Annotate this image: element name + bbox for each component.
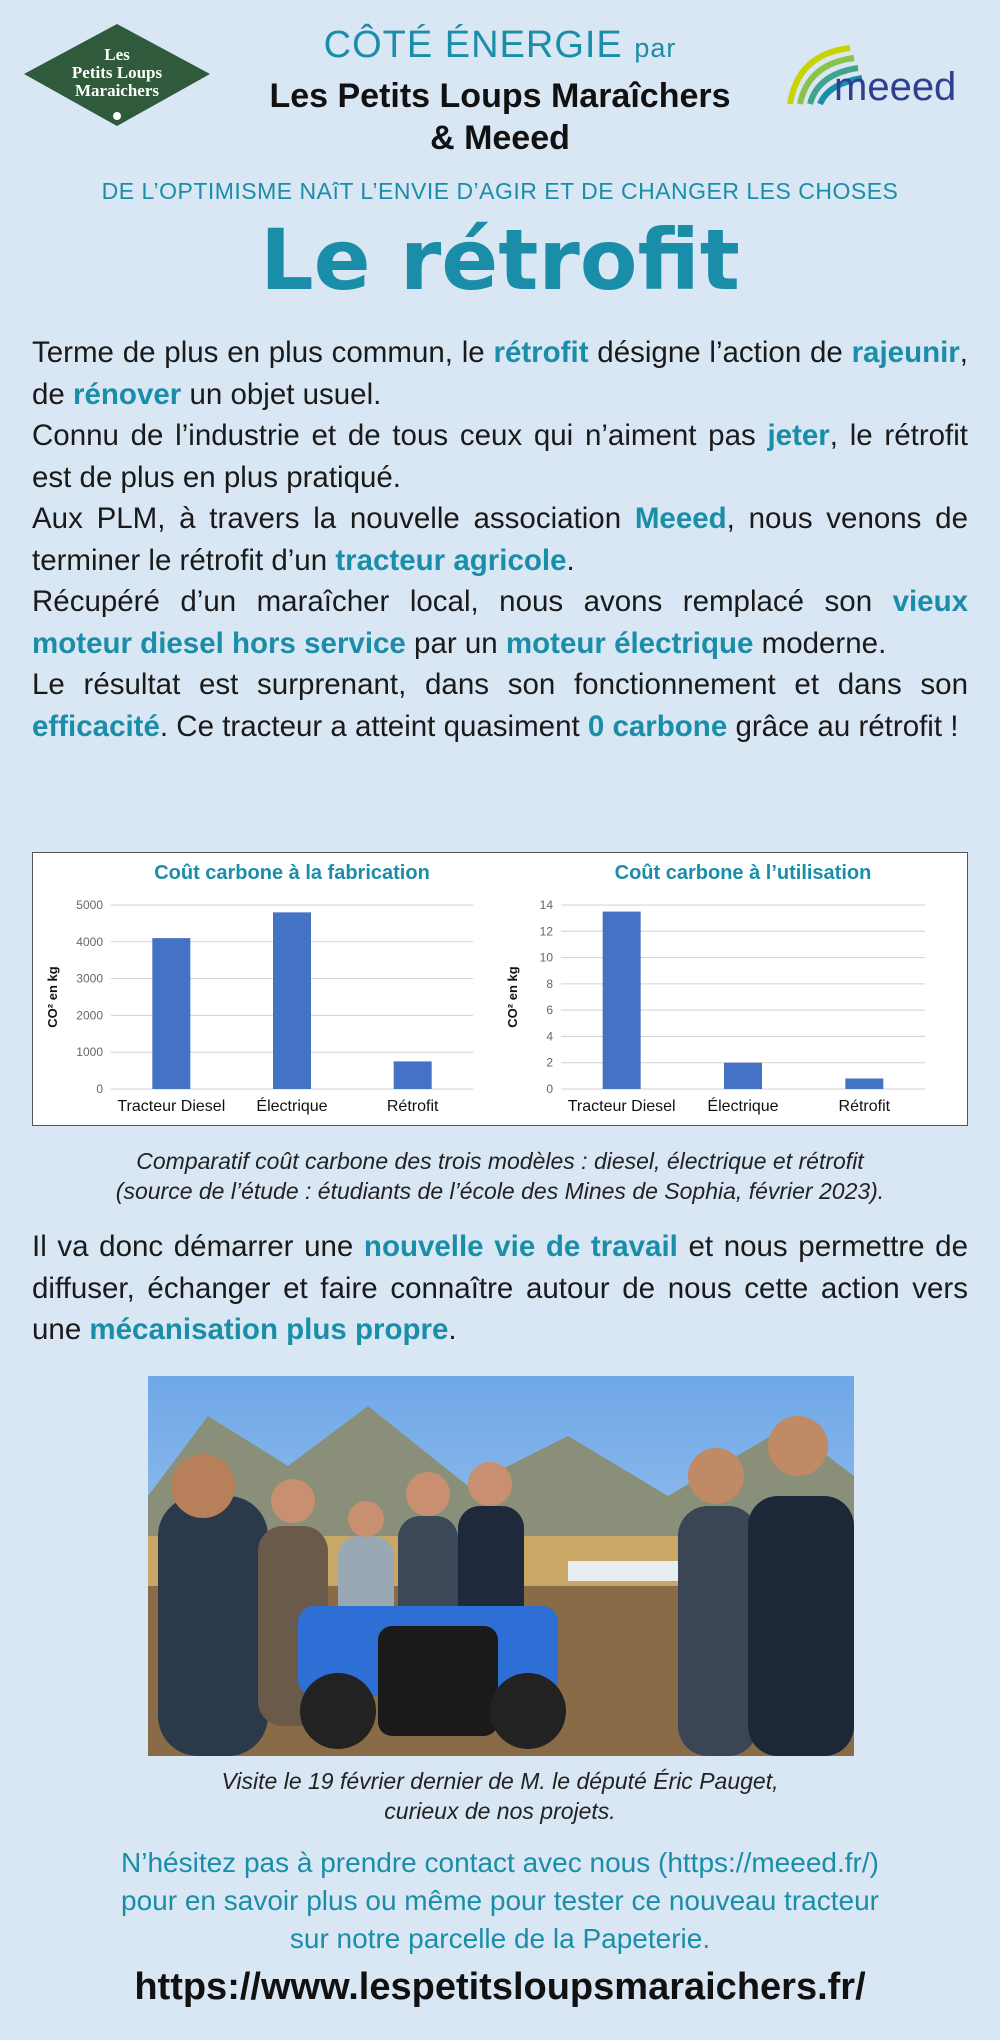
photo-caption-line1: Visite le 19 février dernier de M. le député Éric Pauget, — [221, 1768, 779, 1794]
logo-left-line1: Les — [104, 45, 130, 64]
petits-loups-logo — [22, 22, 212, 128]
chart-1-tick-label: 1000 — [76, 1045, 103, 1060]
chart-2-title: Coût carbone à l’utilisation — [614, 862, 872, 884]
meeed-logo — [784, 40, 994, 112]
chart-1-tick-label: 4000 — [76, 934, 103, 949]
chart-caption-line1: Comparatif coût carbone des trois modèles : diesel, électrique et rétrofit — [136, 1148, 864, 1174]
chart-1-bar — [152, 938, 190, 1089]
charts-svg — [33, 853, 967, 1125]
chart-2-tick-label: 6 — [546, 1003, 553, 1018]
meeed-logo-text: meeed — [834, 65, 957, 109]
tagline: DE L’OPTIMISME NAîT L’ENVIE D’AGIR ET DE CHANGER LES CHOSES — [101, 178, 899, 204]
intro-text — [32, 332, 968, 747]
chart-1-tick-label: 0 — [96, 1082, 103, 1096]
chart-1-tick-label: 2000 — [76, 1008, 103, 1023]
chart-2-bar — [724, 1063, 762, 1089]
chart-2-tick-label: 8 — [546, 976, 553, 991]
logo-left-line3: Maraichers — [74, 81, 160, 100]
carbon-charts — [32, 852, 968, 1126]
photo-caption — [0, 1766, 1000, 1826]
intro-paragraph-1: Terme de plus en plus commun, le rétrofit désigne l’action de rajeunir, de rénover un objet usuel. — [32, 336, 968, 411]
chart-1-title: Coût carbone à la fabrication — [154, 862, 430, 884]
intro-paragraph-4: Récupéré d’un maraîcher local, nous avons remplacé son vieux moteur diesel hors service par un moteur électrique moderne. — [32, 585, 968, 660]
chart-1-bar — [394, 1061, 432, 1089]
chart-2-category-label: Rétrofit — [838, 1098, 891, 1115]
intro-paragraph-2: Connu de l’industrie et de tous ceux qui n’aiment pas jeter, le rétrofit est de plus en plus pratiqué. — [32, 419, 968, 494]
chart-1-category-label: Rétrofit — [386, 1098, 439, 1115]
header — [220, 22, 780, 159]
header-line1 — [220, 22, 780, 71]
contact-line3: sur notre parcelle de la Papeterie. — [289, 1923, 711, 1954]
contact-line2: pour en savoir plus ou même pour tester ce nouveau tracteur — [121, 1885, 879, 1916]
chart-2-tick-label: 4 — [546, 1029, 553, 1044]
logo-left-line2: Petits Loups — [71, 63, 163, 82]
header-par: par — [634, 33, 677, 63]
header-line3: & Meeed — [430, 119, 570, 157]
chart-1-category-label: Électrique — [256, 1098, 328, 1115]
chart-2-ylabel: CO² en kg — [505, 966, 520, 1028]
chart-2-category-label: Électrique — [707, 1098, 779, 1115]
chart-2-category-label: Tracteur Diesel — [567, 1098, 676, 1115]
website-link[interactable]: https://www.lespetitsloupsmaraichers.fr/ — [134, 1966, 866, 2008]
chart-caption-line2: (source de l’étude : étudiants de l’école des Mines de Sophia, février 2023). — [115, 1178, 885, 1204]
chart-caption — [0, 1146, 1000, 1206]
chart-1-tick-label: 5000 — [76, 898, 103, 912]
contact-text — [0, 1844, 1000, 1958]
chart-2-tick-label: 14 — [539, 898, 553, 912]
chart-2-tick-label: 10 — [539, 950, 553, 965]
contact-line1[interactable]: N’hésitez pas à prendre contact avec nous (https://meeed.fr/) — [121, 1847, 879, 1878]
photo-caption-line2: curieux de nos projets. — [384, 1798, 616, 1824]
visit-photo — [148, 1376, 854, 1756]
intro-paragraph-5: Le résultat est surprenant, dans son fonctionnement et dans son efficacité. Ce tracteur a atteint quasiment 0 carbone grâce au rétrofit ! — [32, 668, 968, 743]
second-paragraph: Il va donc démarrer une nouvelle vie de travail et nous permettre de diffuser, échanger et faire connaître autour de nous cette action vers une mécanisation plus propre. — [32, 1230, 968, 1346]
header-line2: Les Petits Loups Maraîchers — [269, 77, 731, 115]
chart-2-bar — [603, 912, 641, 1089]
header-cote-energie: CÔTÉ ÉNERGIE — [323, 24, 623, 66]
chart-1-tick-label: 3000 — [76, 971, 103, 986]
chart-2-bar — [845, 1078, 883, 1089]
page-title: Le rétrofit — [260, 211, 740, 309]
chart-2-tick-label: 12 — [539, 924, 553, 939]
intro-paragraph-3: Aux PLM, à travers la nouvelle association Meeed, nous venons de terminer le rétrofit d’un tracteur agricole. — [32, 502, 968, 577]
chart-2-tick-label: 2 — [546, 1055, 553, 1070]
chart-1-category-label: Tracteur Diesel — [117, 1098, 226, 1115]
chart-1-ylabel: CO² en kg — [45, 966, 60, 1028]
chart-2-tick-label: 0 — [546, 1082, 553, 1096]
chart-1-bar — [273, 912, 311, 1089]
